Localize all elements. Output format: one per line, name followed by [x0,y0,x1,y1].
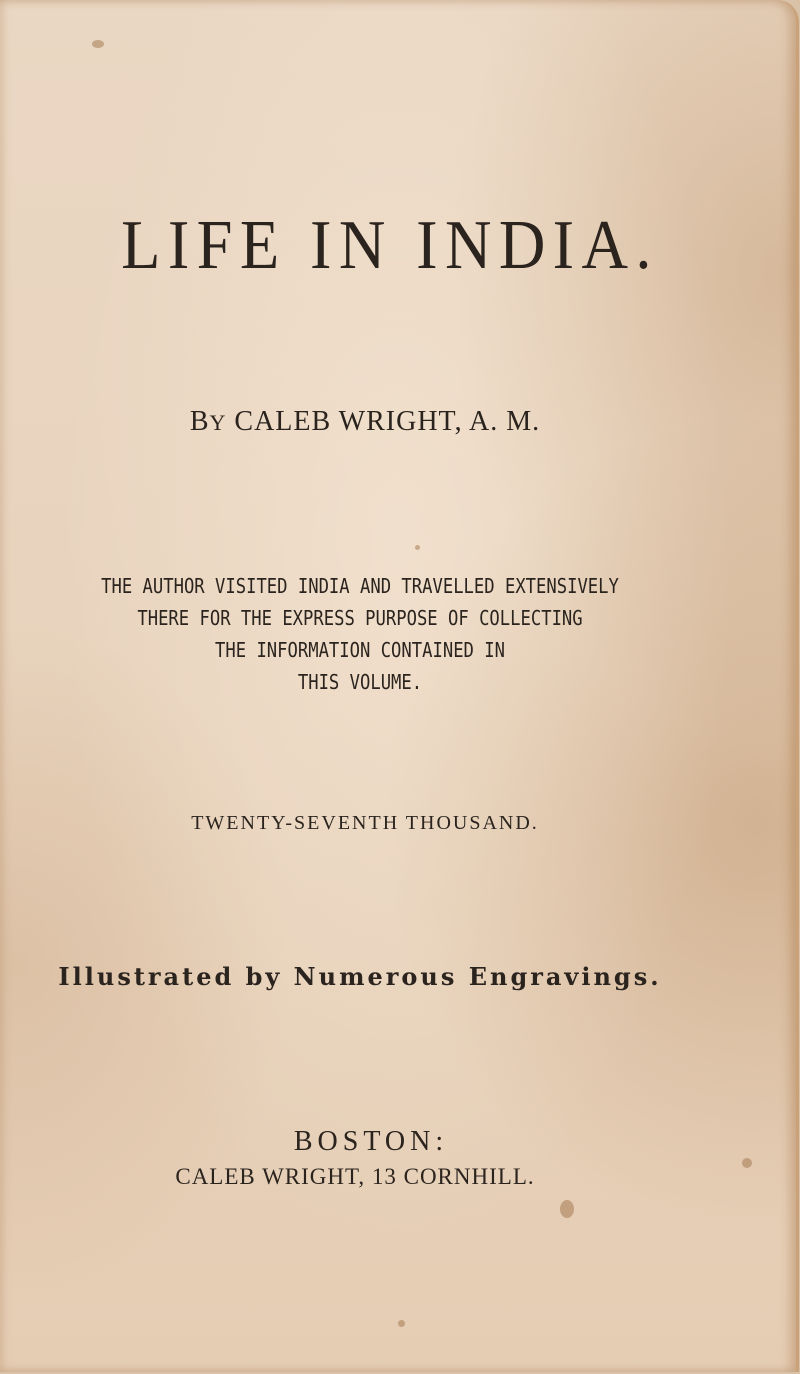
notice-line: THIS VOLUME. [297,670,423,694]
book-title: LIFE IN INDIA. [121,207,659,284]
foxing-spot [415,545,420,550]
byline-prefix-rest: Y [209,410,227,435]
author-name: CALEB WRIGHT, A. M. [234,406,541,437]
foxing-spot [742,1158,752,1168]
notice-line: THE AUTHOR VISITED INDIA AND TRAVELLED EXTENSIVELY [101,574,619,598]
foxing-spot [92,40,104,48]
notice-line: THE INFORMATION CONTAINED IN [215,638,505,662]
edition-statement: TWENTY-SEVENTH THOUSAND. [191,812,539,834]
imprint-city: BOSTON: [293,1126,449,1157]
imprint-publisher: CALEB WRIGHT, 13 CORNHILL. [175,1164,535,1189]
illustration-statement: Illustrated by Numerous Engravings. [58,962,662,991]
byline-prefix-initial: B [189,406,210,437]
foxing-spot [560,1200,574,1218]
author-byline [0,406,765,438]
foxing-spot [398,1320,405,1327]
author-notice [16,570,704,698]
notice-line: THERE FOR THE EXPRESS PURPOSE OF COLLECTING [137,606,583,630]
